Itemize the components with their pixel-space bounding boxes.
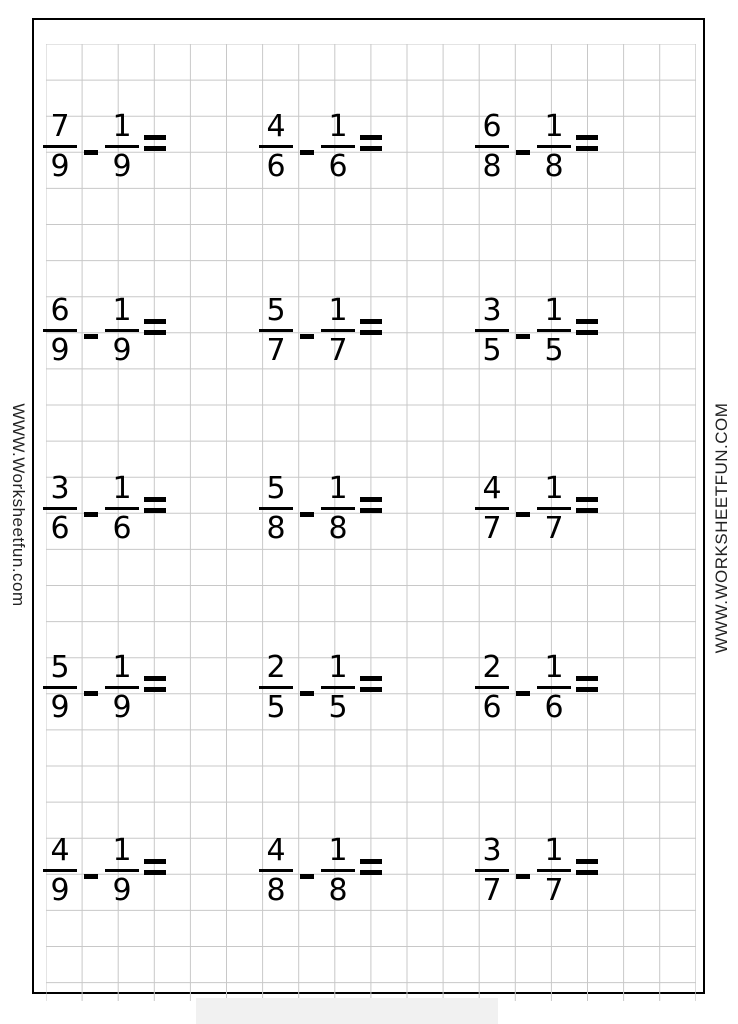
equals-sign: [576, 135, 598, 151]
second-fraction: [321, 471, 355, 546]
fraction-bar: [259, 507, 293, 510]
fraction-bar: [475, 869, 509, 872]
minus-sign: [300, 691, 314, 696]
second-fraction: [105, 833, 139, 908]
numerator: 1: [544, 109, 564, 144]
denominator: 6: [266, 149, 286, 184]
second-fraction: [537, 650, 571, 725]
fraction-bar: [105, 329, 139, 332]
minus-sign: [516, 874, 530, 879]
numerator: 1: [328, 650, 348, 685]
fraction-bar: [537, 329, 571, 332]
numerator: 1: [544, 833, 564, 868]
first-fraction: [259, 109, 293, 184]
fraction-bar: [105, 686, 139, 689]
minus-sign: [300, 874, 314, 879]
denominator: 9: [50, 690, 70, 725]
problem-3-2: [259, 471, 382, 546]
denominator: 7: [328, 333, 348, 368]
numerator: 6: [50, 293, 70, 328]
denominator: 6: [50, 511, 70, 546]
minus-sign: [84, 874, 98, 879]
denominator: 9: [112, 690, 132, 725]
denominator: 7: [544, 873, 564, 908]
first-fraction: [259, 471, 293, 546]
problem-4-2: [259, 650, 382, 725]
fraction-bar: [105, 145, 139, 148]
minus-sign: [516, 512, 530, 517]
first-fraction: [43, 833, 77, 908]
equals-sign: [576, 859, 598, 875]
fraction-bar: [43, 869, 77, 872]
fraction-bar: [321, 329, 355, 332]
second-fraction: [321, 293, 355, 368]
problem-5-1: [43, 833, 166, 908]
denominator: 6: [544, 690, 564, 725]
denominator: 5: [328, 690, 348, 725]
equals-sign: [360, 859, 382, 875]
numerator: 5: [266, 293, 286, 328]
equals-sign: [144, 497, 166, 513]
fraction-bar: [537, 869, 571, 872]
denominator: 8: [482, 149, 502, 184]
numerator: 1: [328, 833, 348, 868]
numerator: 7: [50, 109, 70, 144]
equals-sign: [144, 319, 166, 335]
numerator: 1: [112, 293, 132, 328]
first-fraction: [475, 471, 509, 546]
numerator: 1: [112, 650, 132, 685]
numerator: 4: [266, 109, 286, 144]
problem-5-2: [259, 833, 382, 908]
second-fraction: [321, 833, 355, 908]
numerator: 1: [112, 471, 132, 506]
equals-sign: [360, 676, 382, 692]
numerator: 4: [266, 833, 286, 868]
equals-sign: [360, 319, 382, 335]
equals-sign: [144, 859, 166, 875]
equals-sign: [576, 676, 598, 692]
denominator: 7: [482, 511, 502, 546]
minus-sign: [300, 150, 314, 155]
minus-sign: [84, 691, 98, 696]
fraction-bar: [321, 869, 355, 872]
minus-sign: [300, 512, 314, 517]
first-fraction: [259, 650, 293, 725]
numerator: 4: [482, 471, 502, 506]
fraction-bar: [475, 507, 509, 510]
denominator: 9: [50, 149, 70, 184]
equals-sign: [144, 135, 166, 151]
minus-sign: [516, 150, 530, 155]
numerator: 1: [544, 293, 564, 328]
fraction-bar: [259, 329, 293, 332]
problem-4-3: [475, 650, 598, 725]
equals-sign: [576, 497, 598, 513]
equals-sign: [360, 135, 382, 151]
problem-1-3: [475, 109, 598, 184]
left-watermark: WWW.Worksheetfun.com: [9, 403, 28, 607]
second-fraction: [321, 650, 355, 725]
numerator: 1: [328, 109, 348, 144]
equals-sign: [144, 676, 166, 692]
second-fraction: [105, 471, 139, 546]
second-fraction: [537, 293, 571, 368]
denominator: 7: [544, 511, 564, 546]
fraction-bar: [259, 686, 293, 689]
minus-sign: [516, 691, 530, 696]
fraction-bar: [259, 145, 293, 148]
denominator: 8: [266, 873, 286, 908]
fraction-bar: [321, 686, 355, 689]
fraction-bar: [105, 869, 139, 872]
fraction-bar: [43, 329, 77, 332]
minus-sign: [84, 334, 98, 339]
denominator: 9: [50, 873, 70, 908]
denominator: 6: [328, 149, 348, 184]
numerator: 2: [266, 650, 286, 685]
first-fraction: [259, 293, 293, 368]
denominator: 8: [328, 873, 348, 908]
first-fraction: [475, 650, 509, 725]
denominator: 9: [112, 149, 132, 184]
denominator: 9: [112, 333, 132, 368]
fraction-bar: [43, 507, 77, 510]
fraction-bar: [321, 507, 355, 510]
denominator: 9: [50, 333, 70, 368]
denominator: 5: [544, 333, 564, 368]
numerator: 3: [50, 471, 70, 506]
footer-strip: [196, 998, 498, 1024]
problem-1-2: [259, 109, 382, 184]
second-fraction: [321, 109, 355, 184]
first-fraction: [43, 293, 77, 368]
problem-3-3: [475, 471, 598, 546]
first-fraction: [475, 833, 509, 908]
first-fraction: [43, 109, 77, 184]
second-fraction: [105, 109, 139, 184]
problem-2-1: [43, 293, 166, 368]
fraction-bar: [537, 686, 571, 689]
numerator: 1: [544, 650, 564, 685]
fraction-bar: [43, 686, 77, 689]
problem-5-3: [475, 833, 598, 908]
numerator: 5: [50, 650, 70, 685]
equals-sign: [576, 319, 598, 335]
first-fraction: [259, 833, 293, 908]
second-fraction: [537, 833, 571, 908]
denominator: 9: [112, 873, 132, 908]
fraction-bar: [475, 686, 509, 689]
denominator: 8: [266, 511, 286, 546]
second-fraction: [537, 471, 571, 546]
denominator: 5: [482, 333, 502, 368]
minus-sign: [300, 334, 314, 339]
numerator: 6: [482, 109, 502, 144]
second-fraction: [105, 293, 139, 368]
right-watermark: WWW.WORKSHEETFUN.COM: [712, 402, 731, 654]
problem-4-1: [43, 650, 166, 725]
fraction-bar: [537, 507, 571, 510]
numerator: 1: [544, 471, 564, 506]
numerator: 4: [50, 833, 70, 868]
denominator: 7: [482, 873, 502, 908]
problem-1-1: [43, 109, 166, 184]
fraction-bar: [475, 329, 509, 332]
first-fraction: [43, 471, 77, 546]
denominator: 8: [544, 149, 564, 184]
problem-2-2: [259, 293, 382, 368]
first-fraction: [43, 650, 77, 725]
numerator: 1: [328, 293, 348, 328]
fraction-bar: [537, 145, 571, 148]
numerator: 1: [112, 833, 132, 868]
first-fraction: [475, 109, 509, 184]
problem-2-3: [475, 293, 598, 368]
numerator: 1: [328, 471, 348, 506]
fraction-bar: [105, 507, 139, 510]
minus-sign: [84, 512, 98, 517]
fraction-bar: [43, 145, 77, 148]
first-fraction: [475, 293, 509, 368]
numerator: 1: [112, 109, 132, 144]
second-fraction: [537, 109, 571, 184]
minus-sign: [516, 334, 530, 339]
numerator: 2: [482, 650, 502, 685]
minus-sign: [84, 150, 98, 155]
denominator: 6: [112, 511, 132, 546]
denominator: 7: [266, 333, 286, 368]
denominator: 6: [482, 690, 502, 725]
denominator: 8: [328, 511, 348, 546]
denominator: 5: [266, 690, 286, 725]
numerator: 5: [266, 471, 286, 506]
numerator: 3: [482, 293, 502, 328]
fraction-bar: [321, 145, 355, 148]
numerator: 3: [482, 833, 502, 868]
problem-3-1: [43, 471, 166, 546]
equals-sign: [360, 497, 382, 513]
fraction-bar: [259, 869, 293, 872]
fraction-bar: [475, 145, 509, 148]
second-fraction: [105, 650, 139, 725]
